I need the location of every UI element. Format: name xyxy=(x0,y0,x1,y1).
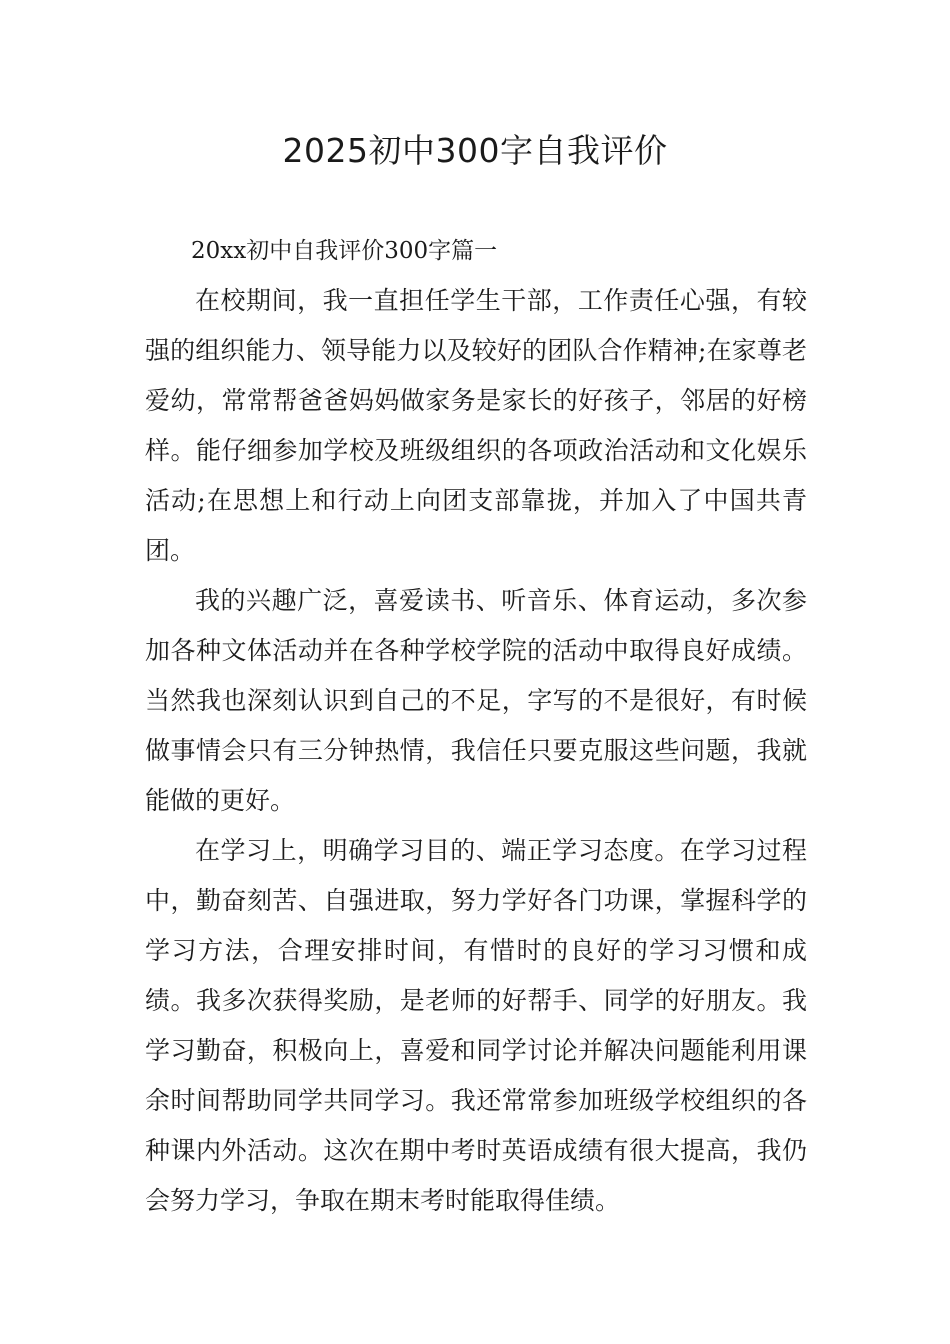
paragraph-2: 我的兴趣广泛，喜爱读书、听音乐、体育运动，多次参加各种文体活动并在各种学校学院的活动中取得良好成绩。当然我也深刻认识到自己的不足，字写的不是很好，有时候做事情会只有三分钟热情，我信任只要克服这些问题，我就能做的更好。 xyxy=(145,586,807,815)
paragraph-3: 在学习上，明确学习目的、端正学习态度。在学习过程中，勤奋刻苦、自强进取，努力学好各门功课，掌握科学的学习方法，合理安排时间，有惜时的良好的学习习惯和成绩。我多次获得奖励，是老师的好帮手、同学的好朋友。我学习勤奋，积极向上，喜爱和同学讨论并解决问题能利用课余时间帮助同学共同学习。我还常常参加班级学校组织的各种课内外活动。这次在期中考时英语成绩有很大提高，我仍会努力学习，争取在期末考时能取得佳绩。 xyxy=(145,836,807,1215)
paragraph-1: 在校期间，我一直担任学生干部，工作责任心强，有较强的组织能力、领导能力以及较好的团队合作精神;在家尊老爱幼，常常帮爸爸妈妈做家务是家长的好孩子，邻居的好榜样。能仔细参加学校及班级组织的各项政治活动和文化娱乐活动;在思想上和行动上向团支部靠拢，并加入了中国共青团。 xyxy=(145,286,807,565)
document-body xyxy=(145,226,807,1226)
document-title: 2025初中300字自我评价 xyxy=(282,131,668,170)
section-heading: 20xx初中自我评价300字篇一 xyxy=(191,238,498,264)
